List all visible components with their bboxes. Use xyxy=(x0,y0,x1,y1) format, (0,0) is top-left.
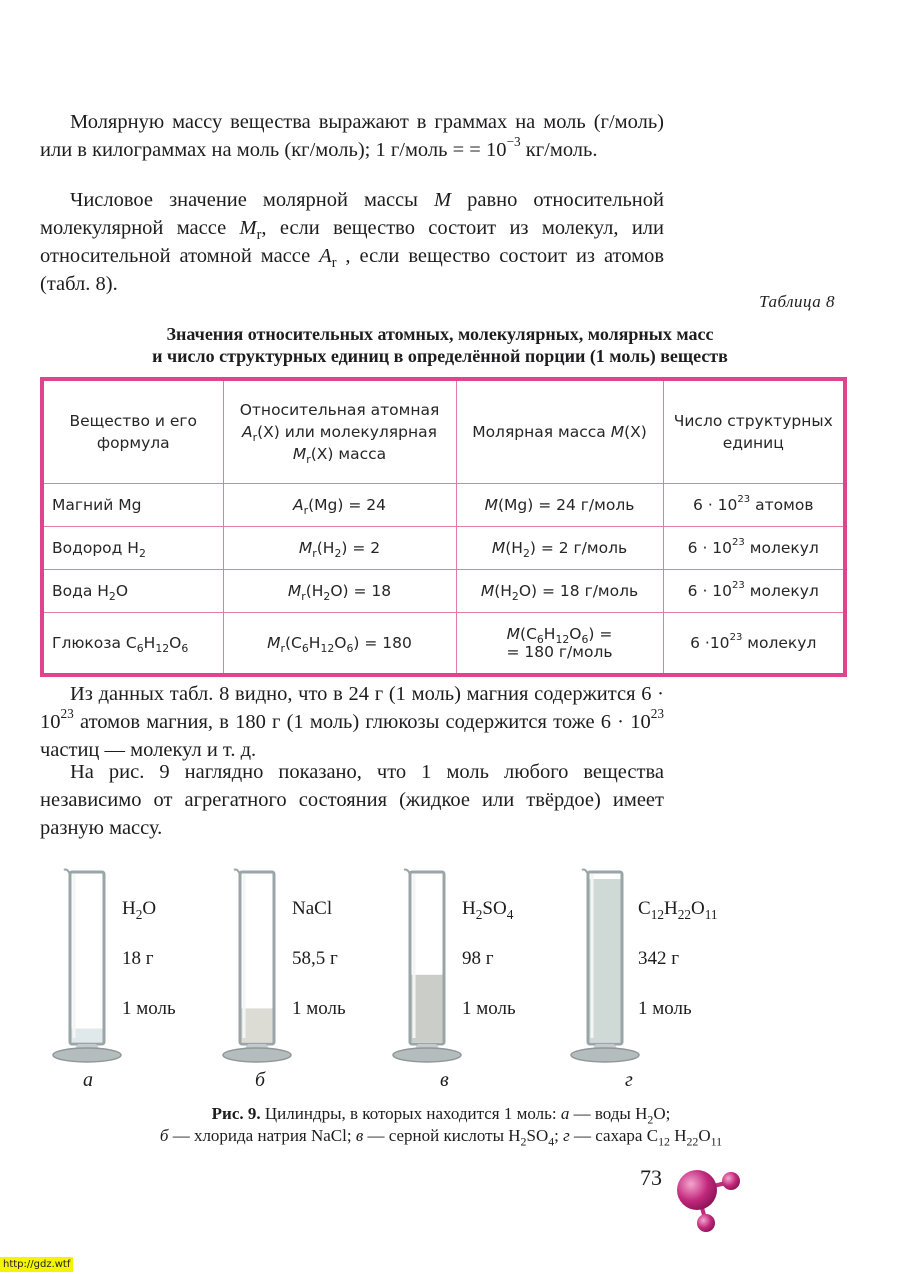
cell-substance: Вода $H_2O$ xyxy=(42,570,223,613)
cell-substance: Водород $H_2$ xyxy=(42,527,223,570)
cell-molar-mass: $M(H_2) = 2$ г/моль xyxy=(456,527,663,570)
cylinder-letter: б xyxy=(255,1069,266,1091)
label-amount: 1 моль xyxy=(462,998,516,1019)
cell-relative-mass: $M_r(C_6H_{12}O_6) = 180$ xyxy=(223,613,456,676)
label-mass: 98 г xyxy=(462,948,494,969)
cell-relative-mass: $M_r(H_2) = 2$ xyxy=(223,527,456,570)
header-substance: Вещество и его формула xyxy=(42,379,223,484)
source-link[interactable]: http://gdz.wtf xyxy=(0,1257,73,1272)
table-title: Значения относительных атомных, молекулярных, молярных масс и число структурных единиц в определённой порции (1 моль) веществ xyxy=(152,324,728,366)
paragraph-molar-value: Числовое значение молярной массы M равно относительной молекулярной массе $M_r$, если вещество состоит из молекул, или относительной атомной массе $A_r$ , если вещество состоит из атомов (табл. 8). xyxy=(40,189,664,295)
label-formula: $H_2SO_4$ xyxy=(462,898,514,922)
label-amount: 1 моль xyxy=(292,998,346,1019)
cell-molar-mass: M(Mg) = 24 г/моль xyxy=(456,484,663,527)
table-label: Таблица 8 xyxy=(759,292,835,311)
header-unit-count: Число структурных единиц xyxy=(663,379,845,484)
figure-caption: Рис. 9. Цилиндры, в которых находится 1 моль: а — воды $H_2O$; б — хлорида натрия NaCl; в — серной кислоты $H_2SO_4$; г — сахара $C_{12}$ $H_{22}O_{11}$ xyxy=(159,1104,723,1149)
cylinder-contents xyxy=(411,975,443,1042)
label-formula: NaCl xyxy=(292,898,333,919)
cell-unit-count: $6 \cdot 10^{23}$ атомов xyxy=(663,484,845,527)
cylinder-base xyxy=(223,1048,291,1062)
table-row xyxy=(42,613,845,676)
cylinder-contents xyxy=(71,1029,103,1042)
cylinder-base xyxy=(393,1048,461,1062)
cell-relative-mass: $A_r(Mg) = 24$ xyxy=(223,484,456,527)
cell-substance: Магний Mg xyxy=(42,484,223,527)
cylinder-sodium-chloride xyxy=(220,862,300,1067)
cylinder-spout xyxy=(64,870,70,875)
cylinder-letter: г xyxy=(625,1069,633,1091)
label-amount: 1 моль xyxy=(638,998,692,1019)
table-row xyxy=(42,527,845,570)
cell-unit-count: $6 \cdot 10^{23}$ молекул xyxy=(663,613,845,676)
paragraph-figure-intro: На рис. 9 наглядно показано, что 1 моль любого вещества независимо от агрегатного состояния (жидкое или твёрдое) имеет разную массу. xyxy=(40,761,664,839)
cylinder-letter: в xyxy=(440,1069,449,1091)
cylinder-sugar xyxy=(568,862,648,1067)
table-row xyxy=(42,484,845,527)
header-molar-mass: Молярная масса M(X) xyxy=(456,379,663,484)
label-formula: $C_{12}H_{22}O_{11}$ xyxy=(638,898,718,922)
label-formula: $H_2O$ xyxy=(122,898,157,922)
header-relative-mass: Относительная атомная $A_r(X)$ или молекулярная $M_r(X)$ масса xyxy=(223,379,456,484)
label-amount: 1 моль xyxy=(122,998,176,1019)
paragraph-table-conclusion: Из данных табл. 8 видно, что в 24 г (1 моль) магния содержится $6 \cdot 10^{23}$ атомов магния, в 180 г (1 моль) глюкозы содержится тоже $6 \cdot 10^{23}$ частиц — молекул и т. д. xyxy=(40,683,664,761)
cylinder-spout xyxy=(234,870,240,875)
figure-cylinders xyxy=(40,862,840,1092)
cylinder-sulfuric-acid xyxy=(390,862,470,1067)
cylinder-letter: а xyxy=(83,1069,93,1091)
table-row xyxy=(42,570,845,613)
cylinder-base xyxy=(53,1048,121,1062)
label-mass: 18 г xyxy=(122,948,154,969)
cell-substance: Глюкоза $C_6H_{12}O_6$ xyxy=(42,613,223,676)
label-mass: 342 г xyxy=(638,948,680,969)
cell-molar-mass: $M(H_2O) = 18$ г/моль xyxy=(456,570,663,613)
molar-mass-table xyxy=(40,377,847,677)
cylinder-base xyxy=(571,1048,639,1062)
cell-relative-mass: $M_r(H_2O) = 18$ xyxy=(223,570,456,613)
table-header-row xyxy=(42,379,845,484)
cell-unit-count: $6 \cdot 10^{23}$ молекул xyxy=(663,527,845,570)
cylinder-spout xyxy=(582,870,588,875)
cylinder-water xyxy=(50,862,130,1067)
cell-unit-count: $6 \cdot 10^{23}$ молекул xyxy=(663,570,845,613)
cylinder-spout xyxy=(404,870,410,875)
cylinder-contents xyxy=(241,1008,273,1042)
molecule-icon xyxy=(668,1160,748,1240)
paragraph-molar-units: Молярную массу вещества выражают в граммах на моль (г/моль) или в килограммах на моль (кг/моль); 1 г/моль = = $10^{-3}$ кг/моль. xyxy=(40,111,664,161)
cylinder-contents xyxy=(589,879,621,1042)
cell-molar-mass: $M(C_6H_{12}O_6)$ = = 180 г/моль xyxy=(456,613,663,676)
label-mass: 58,5 г xyxy=(292,948,338,969)
page-number: 73 xyxy=(640,1165,662,1190)
